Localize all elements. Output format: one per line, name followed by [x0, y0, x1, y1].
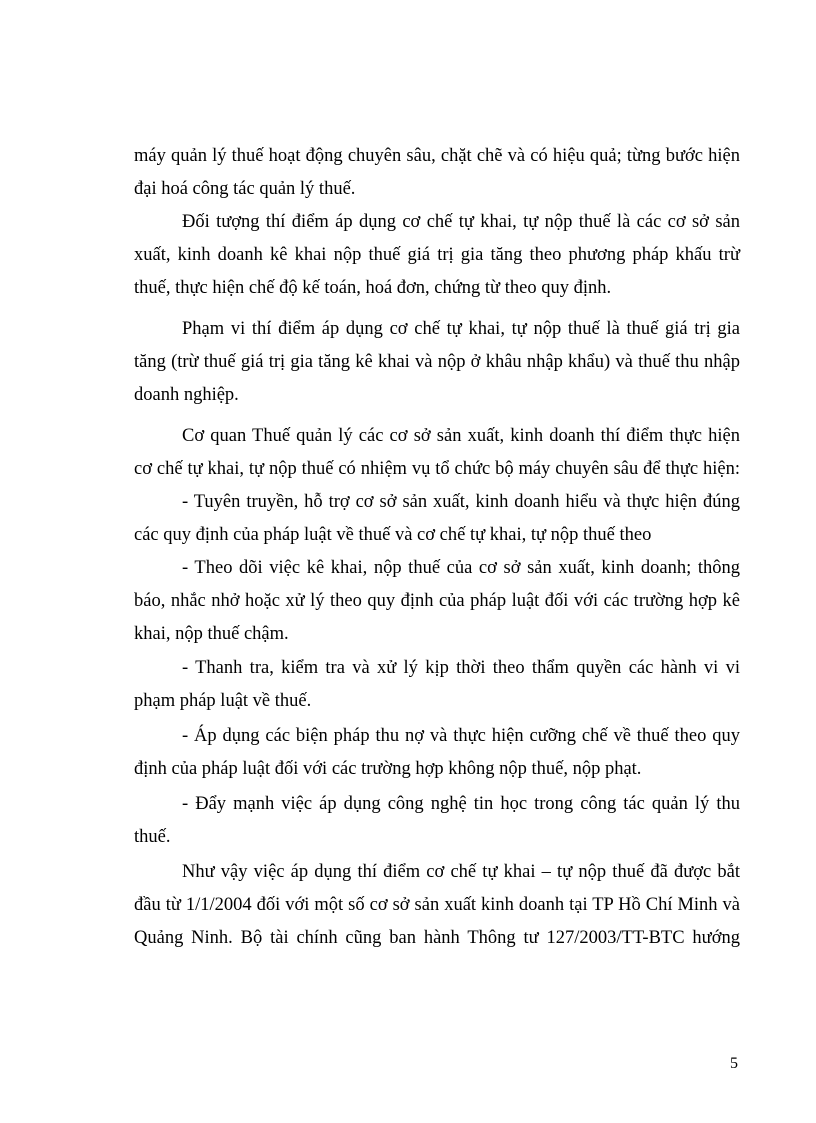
text-line: doanh nghiệp. [134, 385, 239, 405]
text-line: Cơ quan Thuế quản lý các cơ sở sản xuất, kinh doanh thí điểm thực hiện [182, 426, 740, 446]
text-line: tăng (trừ thuế giá trị gia tăng kê khai và nộp ở khâu nhập khẩu) và thuế thu nhập [134, 352, 740, 372]
text-line: Phạm vi thí điểm áp dụng cơ chế tự khai, tự nộp thuế là thuế giá trị gia [182, 319, 740, 339]
text-line: khai, nộp thuế chậm. [134, 624, 289, 644]
text-line: báo, nhắc nhở hoặc xử lý theo quy định của pháp luật đối với các trường hợp kê [134, 591, 740, 611]
page-number: 5 [730, 1055, 738, 1072]
text-line: các quy định của pháp luật về thuế và cơ chế tự khai, tự nộp thuế theo [134, 525, 652, 545]
text-line: - Áp dụng các biện pháp thu nợ và thực hiện cưỡng chế về thuế theo quy [182, 726, 740, 746]
text-line: - Đẩy mạnh việc áp dụng công nghệ tin học trong công tác quản lý thu [182, 794, 740, 814]
text-line: thuế. [134, 827, 171, 847]
text-line: định của pháp luật đối với các trường hợp không nộp thuế, nộp phạt. [134, 759, 642, 779]
text-line: - Thanh tra, kiểm tra và xử lý kịp thời theo thẩm quyền các hành vi vi [182, 658, 740, 678]
text-line: Đối tượng thí điểm áp dụng cơ chế tự khai, tự nộp thuế là các cơ sở sản [182, 212, 740, 232]
text-line: máy quản lý thuế hoạt động chuyên sâu, chặt chẽ và có hiệu quả; từng bước hiện [134, 146, 740, 166]
text-line: Như vậy việc áp dụng thí điểm cơ chế tự khai – tự nộp thuế đã được bắt [182, 862, 740, 882]
text-line: thuế, thực hiện chế độ kế toán, hoá đơn, chứng từ theo quy định. [134, 278, 612, 298]
text-line: phạm pháp luật về thuế. [134, 691, 312, 711]
text-line: đại hoá công tác quản lý thuế. [134, 179, 356, 199]
text-line: - Theo dõi việc kê khai, nộp thuế của cơ sở sản xuất, kinh doanh; thông [182, 558, 740, 578]
text-line: cơ chế tự khai, tự nộp thuế có nhiệm vụ tổ chức bộ máy chuyên sâu để thực hiện: [134, 459, 740, 479]
text-line: Quảng Ninh. Bộ tài chính cũng ban hành Thông tư 127/2003/TT-BTC hướng [134, 928, 740, 948]
text-line: - Tuyên truyền, hỗ trợ cơ sở sản xuất, kinh doanh hiểu và thực hiện đúng [182, 492, 740, 512]
text-line: xuất, kinh doanh kê khai nộp thuế giá trị gia tăng theo phương pháp khấu trừ [134, 245, 740, 265]
text-line: đầu từ 1/1/2004 đối với một số cơ sở sản xuất kinh doanh tại TP Hồ Chí Minh và [134, 895, 740, 915]
